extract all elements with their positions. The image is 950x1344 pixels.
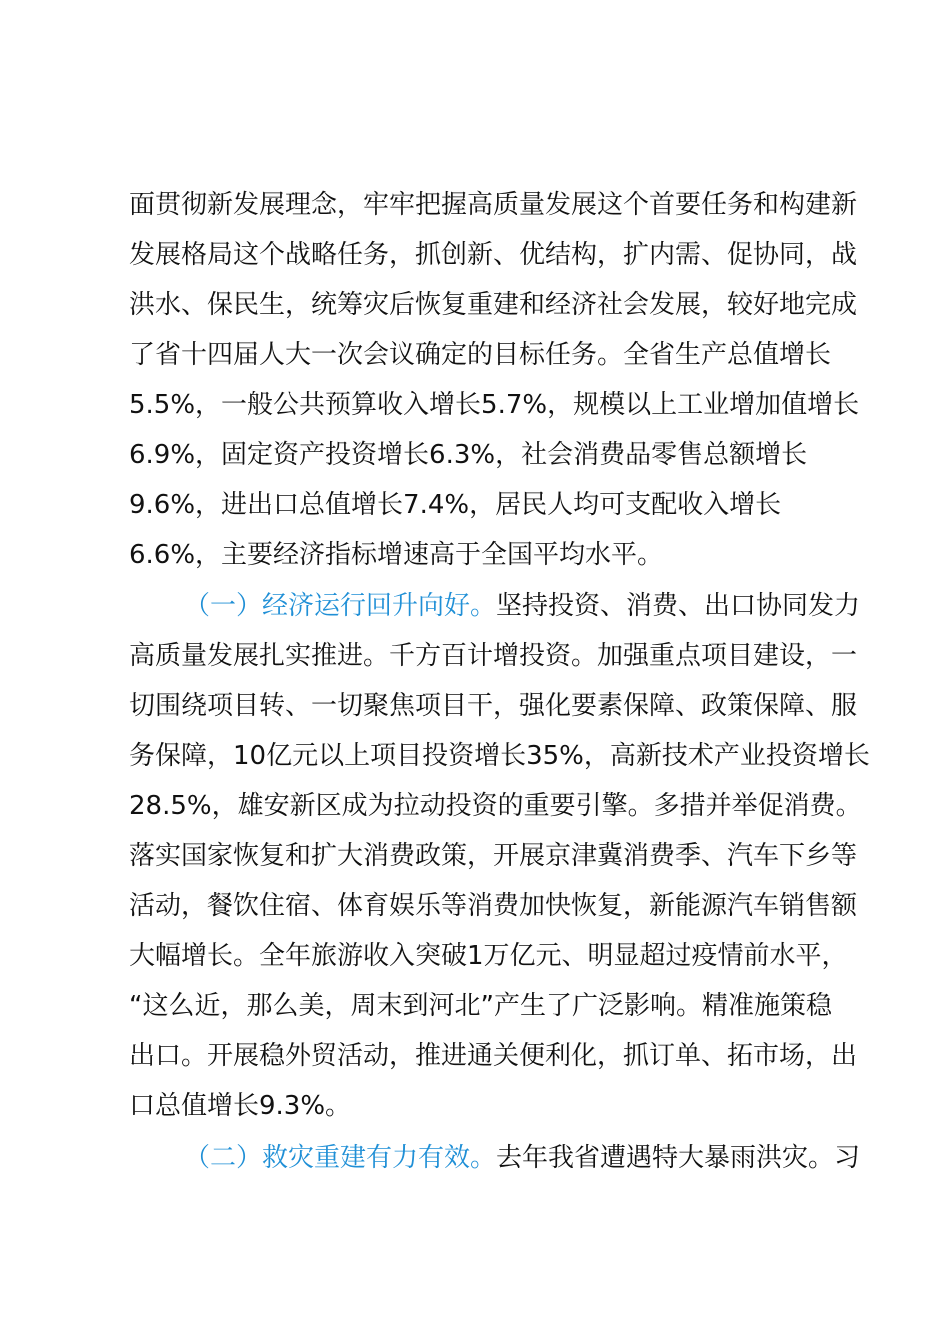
body-line: 务保障，10亿元以上项目投资增长35%，高新技术产业投资增长 <box>129 741 870 771</box>
section-1-lead-text: 坚持投资、消费、出口协同发力 <box>496 591 861 621</box>
body-line: 落实国家恢复和扩大消费政策，开展京津冀消费季、汽车下乡等 <box>129 841 858 871</box>
body-line: 高质量发展扎实推进。千方百计增投资。加强重点项目建设，一 <box>129 641 858 671</box>
body-line: 5.5%，一般公共预算收入增长5.7%，规模以上工业增加值增长 <box>129 390 860 420</box>
body-line: 6.6%，主要经济指标增速高于全国平均水平。 <box>129 540 664 570</box>
section-1-heading: （一）经济运行回升向好。 <box>184 591 497 621</box>
body-line: 28.5%，雄安新区成为拉动投资的重要引擎。多措并举促消费。 <box>129 791 862 821</box>
section-2-first-line <box>184 1133 860 1183</box>
body-line: 6.9%，固定资产投资增长6.3%，社会消费品零售总额增长 <box>129 440 808 470</box>
body-line: 发展格局这个战略任务，抓创新、优结构，扩内需、促协同，战 <box>129 240 858 270</box>
body-line: 活动，餐饮住宿、体育娱乐等消费加快恢复，新能源汽车销售额 <box>129 891 858 921</box>
body-line: “这么近，那么美，周末到河北”产生了广泛影响。精准施策稳 <box>129 991 832 1021</box>
body-line: 大幅增长。全年旅游收入突破1万亿元、明显超过疫情前水平， <box>129 941 848 971</box>
section-2-lead-text: 去年我省遭遇特大暴雨洪灾。习 <box>496 1143 861 1173</box>
body-line: 洪水、保民生，统筹灾后恢复重建和经济社会发展，较好地完成 <box>129 290 858 320</box>
section-2-heading: （二）救灾重建有力有效。 <box>184 1143 497 1173</box>
body-line: 切围绕项目转、一切聚焦项目干，强化要素保障、政策保障、服 <box>129 691 858 721</box>
body-line: 口总值增长9.3%。 <box>129 1091 352 1121</box>
body-line: 了省十四届人大一次会议确定的目标任务。全省生产总值增长 <box>129 340 832 370</box>
body-line: 面贯彻新发展理念，牢牢把握高质量发展这个首要任务和构建新 <box>129 190 858 220</box>
body-line: 9.6%，进出口总值增长7.4%，居民人均可支配收入增长 <box>129 490 782 520</box>
section-1-first-line <box>184 581 860 631</box>
body-line: 出口。开展稳外贸活动，推进通关便利化，抓订单、拓市场，出 <box>129 1041 858 1071</box>
